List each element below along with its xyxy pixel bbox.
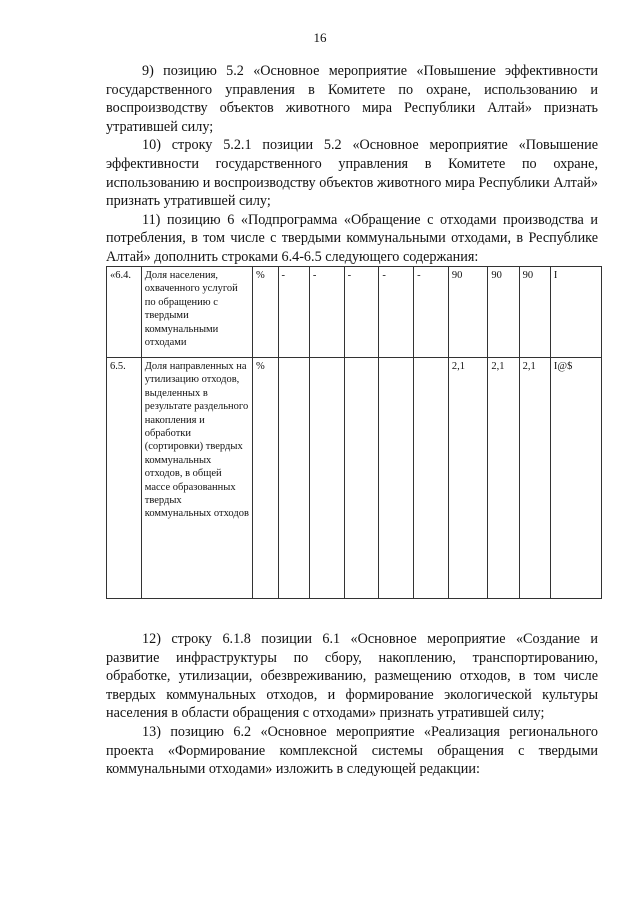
paragraph-item-13: 13) позицию 6.2 «Основное мероприятие «Реализация регионального проекта «Формирование комплексной системы обращения с твердыми коммунальными отходами» изложить в следующей редакции: (106, 723, 598, 778)
row-number: 6.5. (107, 358, 142, 599)
value-cell (309, 358, 344, 599)
indicator-name: Доля направленных на утилизацию отходов, выделенных в результате раздельного накопления и обработки (сортировки) твердых коммунальных отходов, в общей массе образованных твердых коммунальных отходов (141, 358, 252, 599)
page-number: 16 (313, 30, 327, 45)
value-cell (414, 358, 449, 599)
paragraph-item-12: 12) строку 6.1.8 позиции 6.1 «Основное мероприятие «Создание и развитие инфраструктуры по сбору, накоплению, транспортированию, обработке, утилизации, обезвреживанию, размещению отходов, в том числе твердых коммунальных отходов, и формирование экологической культуры населения в области обращения с отходами» признать утратившей силу; (106, 631, 598, 722)
paragraph-item-9: 9) позицию 5.2 «Основное мероприятие «Повышение эффективности государственного управления в Комитете по охране, использованию и воспроизводству объектов животного мира Республики Алтай» признать утратившей силу; (106, 63, 598, 135)
paragraph-item-11: 11) позицию 6 «Подпрограмма «Обращение с отходами производства и потребления, в том числе с твердыми коммунальными отходами, в Республике Алтай» дополнить строками 6.4-6.5 следующего содержания: (106, 211, 598, 265)
table-row (107, 267, 602, 358)
value-cell: - (344, 267, 379, 358)
row-number: «6.4. (107, 267, 142, 358)
unit-cell: % (253, 267, 279, 358)
paragraph-item-10: 10) строку 5.2.1 позиции 5.2 «Основное мероприятие «Повышение эффективности государственного управления в Комитете по охране, использованию и воспроизводству объектов животного мира Республики Алтай» признать утратившей силу; (106, 137, 598, 210)
unit-cell: % (253, 358, 279, 599)
value-cell: 2,1 (488, 358, 519, 599)
last-cell: I@$ (550, 358, 601, 599)
value-cell: - (309, 267, 344, 358)
value-cell: 2,1 (519, 358, 550, 599)
value-cell (344, 358, 379, 599)
value-cell (278, 358, 309, 599)
indicator-name: Доля населения, охваченного услугой по обращению с твердыми коммунальными отходами (141, 267, 252, 358)
text-block-top (106, 62, 598, 267)
table-row (107, 358, 602, 599)
value-cell: 2,1 (448, 358, 487, 599)
value-cell (379, 358, 414, 599)
value-cell: 90 (488, 267, 519, 358)
value-cell: - (278, 267, 309, 358)
value-cell: - (414, 267, 449, 358)
indicators-table (106, 266, 602, 599)
value-cell: 90 (448, 267, 487, 358)
value-cell: 90 (519, 267, 550, 358)
value-cell: - (379, 267, 414, 358)
text-block-bottom (106, 630, 598, 779)
last-cell: I (550, 267, 601, 358)
